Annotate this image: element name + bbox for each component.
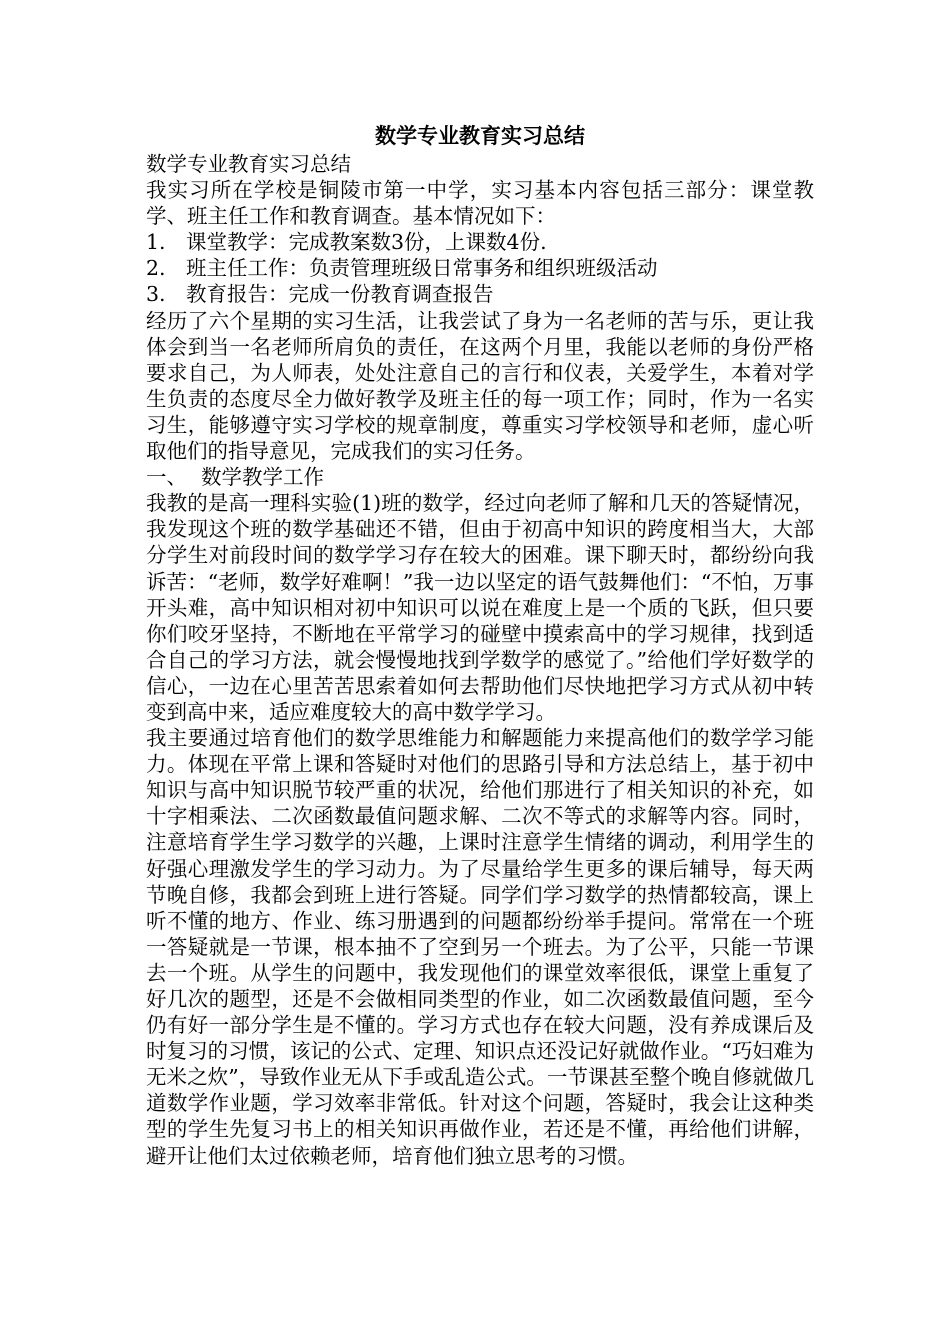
method-paragraph: 我主要通过培育他们的数学思维能力和解题能力来提高他们的数学学习能力。体现在平常上课和答疑时对他们的思路引导和方法总结上，基于初中知识与高中知识脱节较严重的状况，给他们那进行了相关知识的补充，如十字相乘法、二次函数最值问题求解、二次不等式的求解等内容。同时，注意培育学生学习数学的兴趣，上课时注意学生情绪的调动，利用学生的好强心理激发学生的学习动力。为了尽量给学生更多的课后辅导，每天两节晚自修，我都会到班上进行答疑。同学们学习数学的热情都较高，课上听不懂的地方、作业、练习册遇到的问题都纷纷举手提问。常常在一个班一答疑就是一节课，根本抽不了空到另一个班去。为了公平，只能一节课去一个班。从学生的问题中，我发现他们的课堂效率很低，课堂上重复了好几次的题型，还是不会做相同类型的作业，如二次函数最值问题，至今仍有好一部分学生是不懂的。学习方式也存在较大问题，没有养成课后及时复习的习惯，该记的公式、定理、知识点还没记好就做作业。“巧妇难为无米之炊”，导致作业无从下手或乱造公式。一节课甚至整个晚自修就做几道数学作业题，学习效率非常低。针对这个问题，答疑时，我会让这种类型的学生先复习书上的相关知识再做作业，若还是不懂，再给他们讲解，避开让他们太过依赖老师，培育他们独立思考的习惯。 <box>146 726 814 1168</box>
section-heading-text: 数学教学工作 <box>201 465 324 490</box>
list-item-text: 课堂教学：完成教案数3份，上课数4份. <box>186 230 547 255</box>
experience-paragraph: 经历了六个星期的实习生活，让我尝试了身为一名老师的苦与乐，更让我体会到当一名老师所肩负的责任，在这两个月里，我能以老师的身份严格要求自己，为人师表，处处注意自己的言行和仪表，关爱学生，本着对学生负责的态度尽全力做好教学及班主任的每一项工作；同时，作为一名实习生，能够遵守实习学校的规章制度，尊重实习学校领导和老师，虚心听取他们的指导意见，完成我们的实习任务。 <box>146 308 814 464</box>
document-subtitle: 数学专业教育实习总结 <box>146 152 351 176</box>
section-number: 一、 <box>146 465 187 490</box>
section-heading <box>146 464 814 490</box>
list-item <box>146 281 814 307</box>
document-page <box>146 121 814 1169</box>
list-item <box>146 255 814 281</box>
document-title: 数学专业教育实习总结 <box>375 123 585 148</box>
list-item-text: 班主任工作：负责管理班级日常事务和组织班级活动 <box>186 256 658 281</box>
class-paragraph: 我教的是高一理科实验(1)班的数学，经过向老师了解和几天的答疑情况，我发现这个班的数学基础还不错，但由于初高中知识的跨度相当大，大部分学生对前段时间的数学学习存在较大的困难。课下聊天时，都纷纷向我诉苦：“老师，数学好难啊！”我一边以坚定的语气鼓舞他们：“不怕，万事开头难，高中知识相对初中知识可以说在难度上是一个质的飞跃，但只要你们咬牙坚持，不断地在平常学习的碰壁中摸索高中的学习规律，找到适合自己的学习方法，就会慢慢地找到学数学的感觉了。”给他们学好数学的信心，一边在心里苦苦思索着如何去帮助他们尽快地把学习方式从初中转变到高中来，适应难度较大的高中数学学习。 <box>146 491 814 724</box>
list-item <box>146 229 814 255</box>
list-item-number: 1. <box>146 230 166 255</box>
list-item-text: 教育报告：完成一份教育调查报告 <box>186 282 494 307</box>
list-item-number: 2. <box>146 256 166 281</box>
intro-paragraph: 我实习所在学校是铜陵市第一中学，实习基本内容包括三部分：课堂教学、班主任工作和教育调查。基本情况如下： <box>146 178 814 229</box>
list-item-number: 3. <box>146 282 166 307</box>
